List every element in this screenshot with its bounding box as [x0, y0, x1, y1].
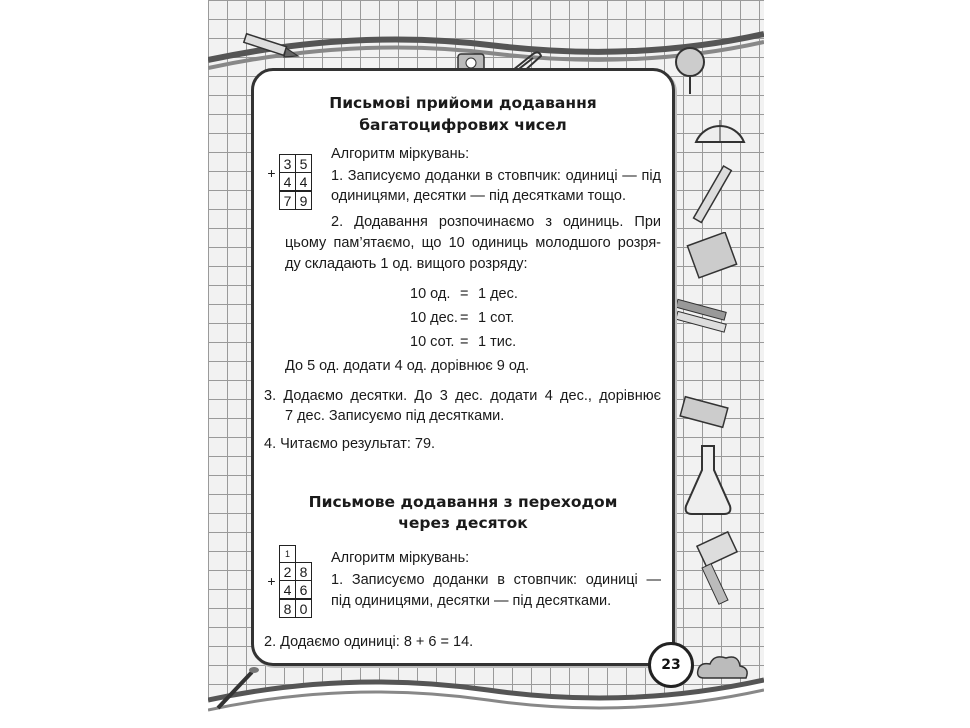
sum-units: 9: [296, 191, 312, 210]
section1-step1-line1: 1. Записуємо доданки в стовпчик: одиниці — під: [331, 168, 661, 184]
section2-step1-line2: під одиницями, десятки — під десятками.: [331, 593, 612, 609]
addend1-tens: 3: [280, 155, 296, 173]
addend1-tens: 2: [280, 563, 296, 581]
column-addition-28-46: [264, 545, 312, 618]
section1-step2-line1: 2. Додавання розпочинаємо з одиниць. При: [331, 214, 661, 230]
addend1-units: 5: [296, 155, 312, 173]
addend2-units: 4: [296, 173, 312, 192]
sum-units: 0: [296, 599, 312, 618]
spacer-cell: [264, 191, 280, 210]
spacer-cell: [264, 546, 280, 563]
section1-algorithm-heading: Алгоритм міркувань:: [331, 146, 470, 162]
section1-step3-line2: 7 дес. Записуємо під десятками.: [285, 408, 505, 424]
section1-step3-line1: 3. Додаємо десятки. До 3 дес. додати 4 дес., дорівнює: [264, 388, 661, 404]
addend2-tens: 4: [280, 173, 296, 192]
page-number-badge: [648, 642, 694, 688]
paintbrush-icon: [212, 664, 262, 714]
pencil-icon: [684, 160, 744, 240]
cloud-icon: [694, 648, 754, 688]
section1-units-result: До 5 од. додати 4 од. дорівнює 9 од.: [285, 358, 530, 374]
equality-right: 1 сот.: [478, 310, 515, 326]
addend2-tens: 4: [280, 581, 296, 600]
section2-title-line1: Письмове додавання з переходом: [308, 493, 618, 511]
plus-operator: +: [267, 164, 276, 181]
equality-sign: =: [460, 286, 469, 302]
equality-sign: =: [460, 310, 469, 326]
section1-title-line2: багатоцифрових чисел: [359, 116, 567, 134]
equality-sign: =: [460, 334, 469, 350]
section2-algorithm-heading: Алгоритм міркувань:: [331, 550, 470, 566]
section1-step2-line3: ду складають 1 од. вищого розряду:: [285, 256, 528, 272]
section2-step1-line1: 1. Записуємо доданки в стовпчик: одиниці —: [331, 572, 661, 588]
section1-title-line1: Письмові прийоми додавання: [329, 94, 597, 112]
equality-left: 10 дес.: [410, 310, 458, 326]
plus-operator: +: [267, 572, 276, 589]
flask-icon: [678, 440, 738, 520]
equality-right: 1 тис.: [478, 334, 517, 350]
sum-tens: 7: [280, 191, 296, 210]
equality-left: 10 сот.: [410, 334, 455, 350]
page-number: 23: [661, 657, 681, 673]
spacer-cell: [296, 546, 312, 563]
eraser-icon: [690, 528, 750, 608]
addend1-units: 8: [296, 563, 312, 581]
equality-row: [410, 332, 516, 353]
pencil-icon: [240, 30, 300, 60]
equality-row: [410, 284, 518, 305]
spacer-cell: [264, 599, 280, 618]
equality-right: 1 дес.: [478, 286, 518, 302]
notebook-icon: [684, 232, 744, 282]
pencils-icon: [672, 298, 742, 338]
carry-digit: 1: [280, 546, 296, 563]
addend2-units: 6: [296, 581, 312, 600]
equality-row: [410, 308, 514, 329]
section1-step2-line2: цьому пам’ятаємо, що 10 одиниць молодшого розря-: [285, 235, 661, 251]
eraser-icon: [676, 394, 736, 434]
equality-left: 10 од.: [410, 286, 451, 302]
sum-tens: 8: [280, 599, 296, 618]
section2-step2: 2. Додаємо одиниці: 8 + 6 = 14.: [264, 634, 474, 650]
section1-step1-line2: одиницями, десятки — під десятками тощо.: [331, 188, 627, 204]
section1-step4: 4. Читаємо результат: 79.: [264, 436, 436, 452]
section2-title-line2: через десяток: [398, 514, 528, 532]
protractor-icon: [690, 92, 750, 152]
column-addition-35-44: [264, 154, 312, 210]
